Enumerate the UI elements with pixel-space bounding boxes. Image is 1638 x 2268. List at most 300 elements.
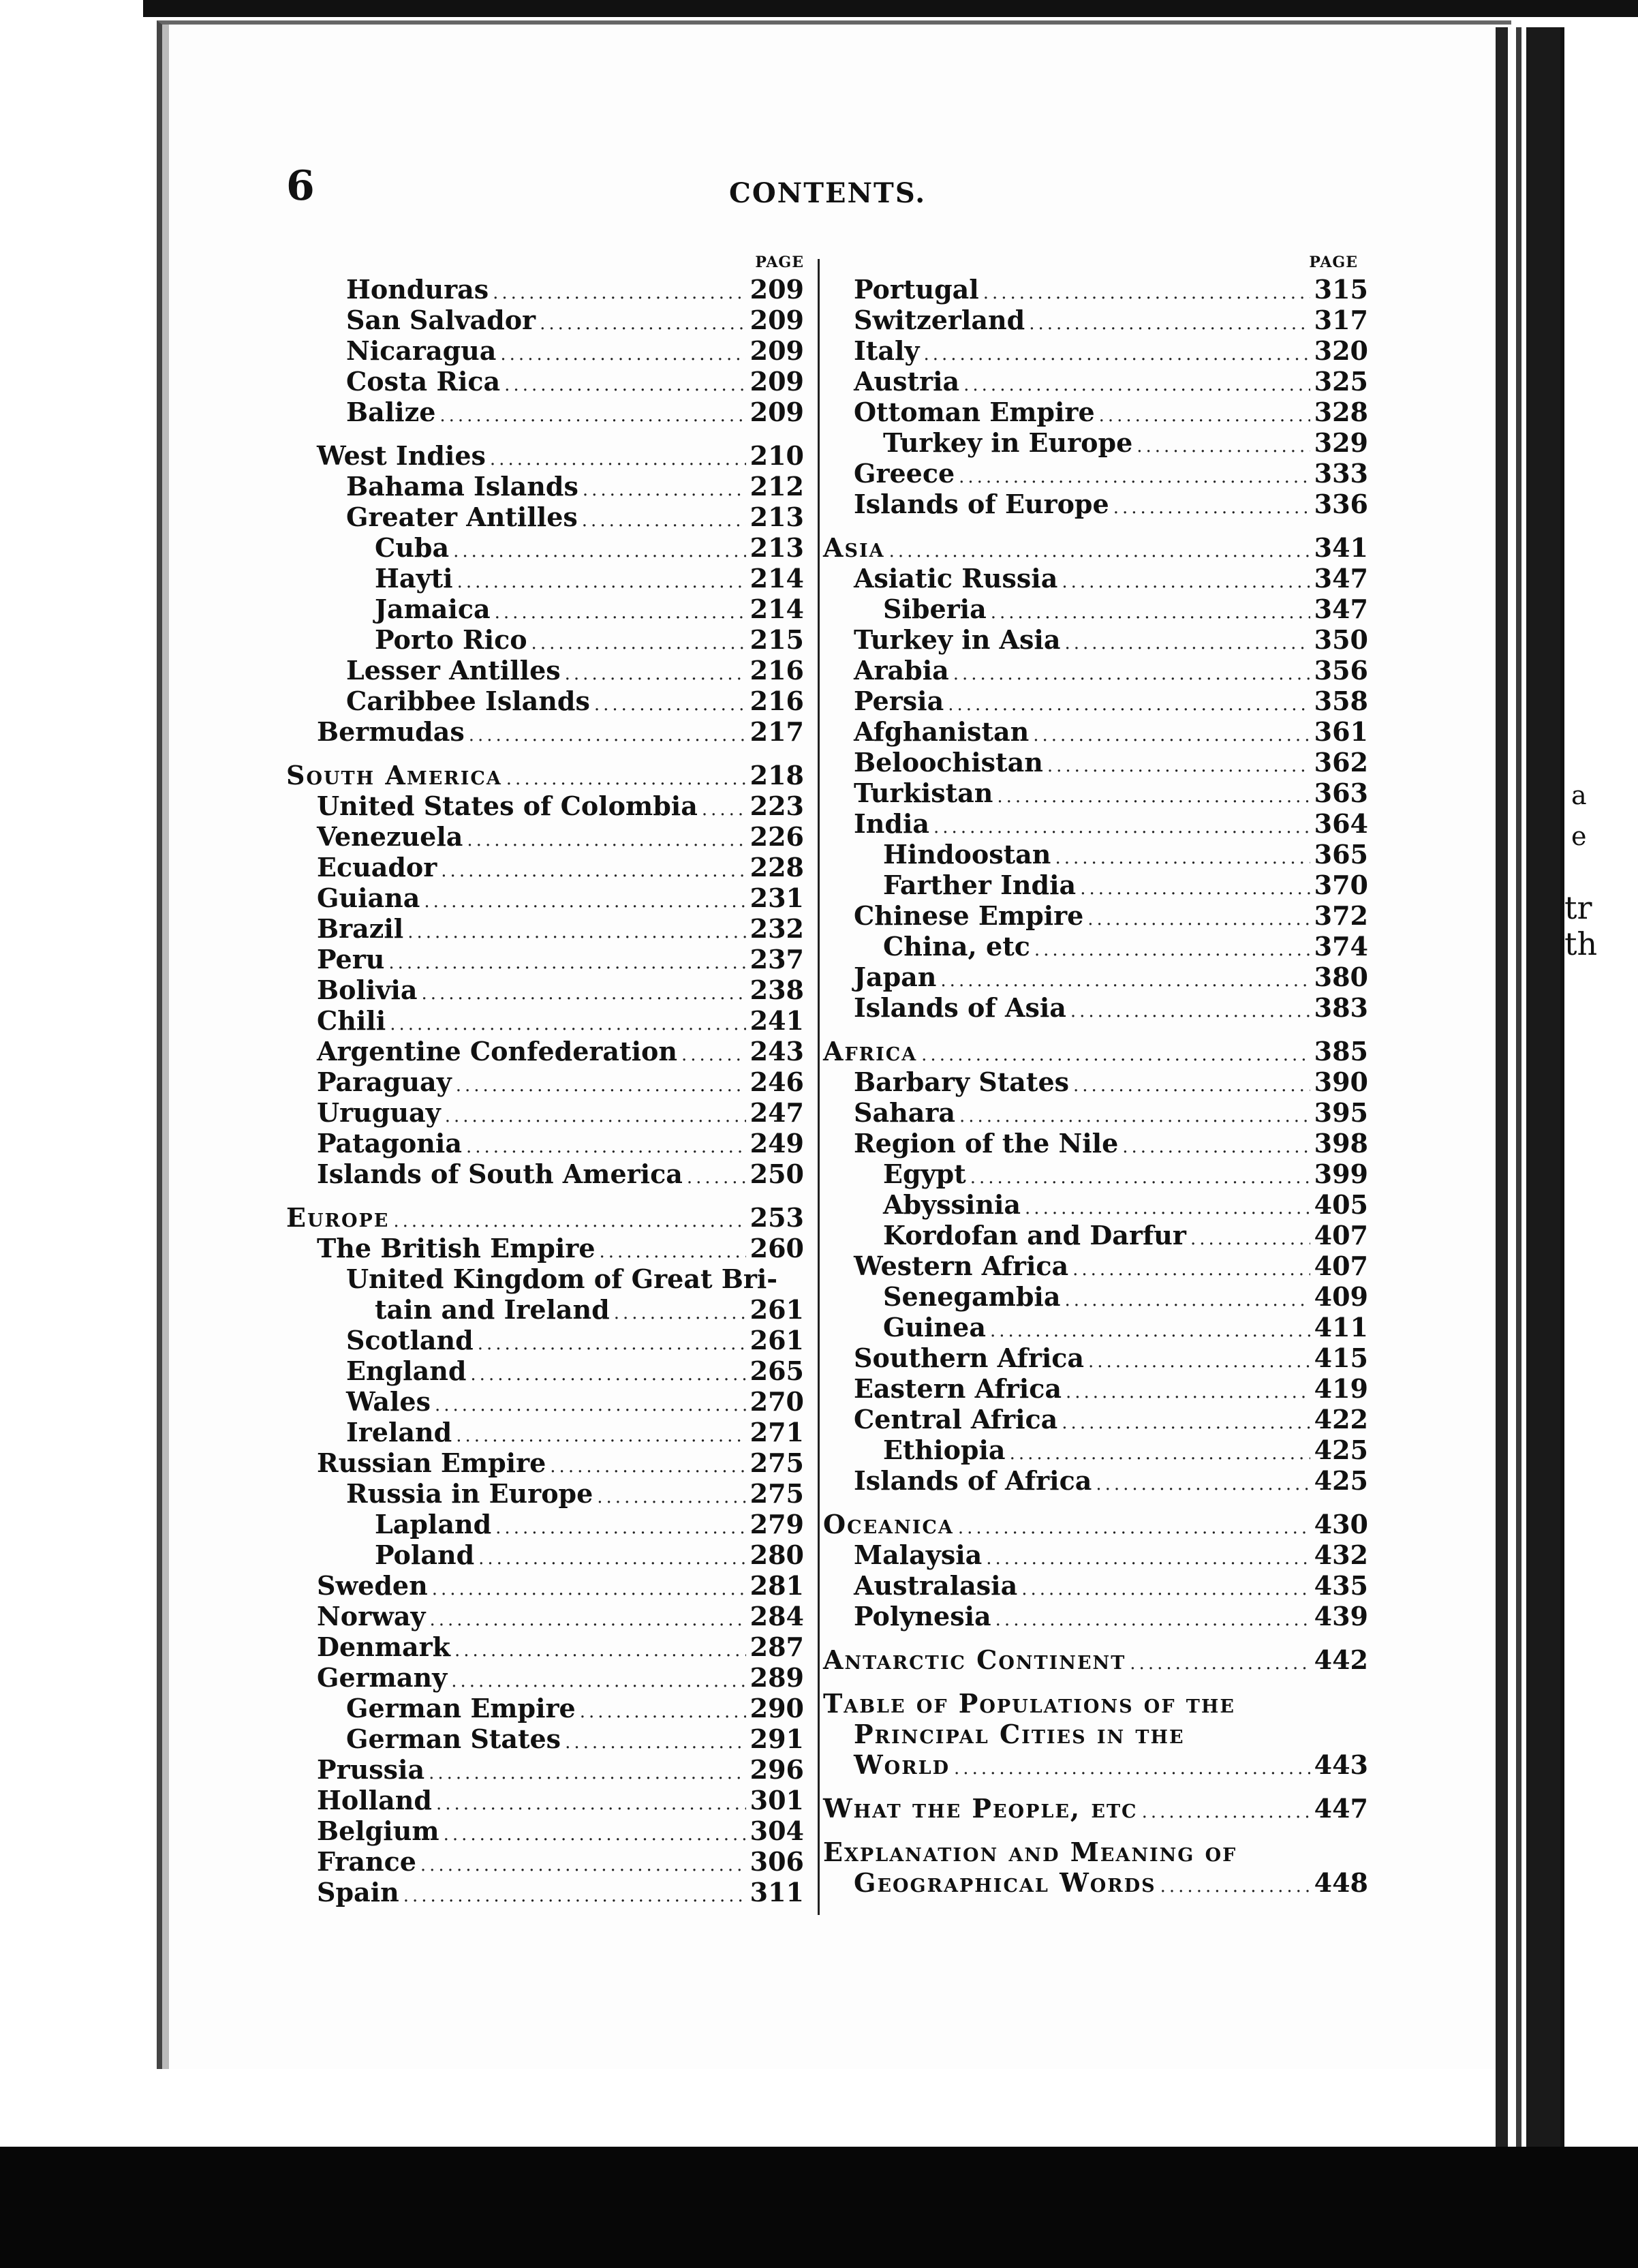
- toc-entry: [823, 397, 1368, 427]
- dot-leader: [388, 948, 745, 979]
- toc-entry: [286, 1815, 804, 1846]
- toc-entry: [286, 1662, 804, 1693]
- toc-entry-page: 261: [750, 1294, 804, 1325]
- toc-entry: [286, 716, 804, 747]
- toc-entry-page: 407: [1314, 1220, 1368, 1251]
- toc-entry-page: 228: [750, 852, 804, 883]
- toc-entry: [286, 1754, 804, 1785]
- toc-entry-page: 447: [1314, 1793, 1368, 1824]
- dot-leader: [1096, 1469, 1310, 1500]
- toc-entry-title: Portugal: [854, 274, 979, 305]
- toc-entry: [823, 1097, 1368, 1128]
- toc-entry-page: 215: [750, 624, 804, 655]
- dot-leader: [540, 309, 746, 339]
- dot-leader: [424, 887, 745, 917]
- toc-entry-title: Explanation and Meaning of: [823, 1837, 1237, 1867]
- toc-entry: [286, 563, 804, 594]
- toc-entry-page: 289: [750, 1662, 804, 1693]
- dot-leader: [495, 598, 746, 628]
- toc-entry-page: 265: [750, 1355, 804, 1386]
- dot-leader: [1080, 874, 1310, 904]
- dot-leader: [1021, 1574, 1310, 1605]
- toc-entry: [286, 502, 804, 532]
- toc-entry: [286, 1097, 804, 1128]
- dot-leader: [436, 1789, 746, 1820]
- toc-entry-page: 209: [750, 274, 804, 305]
- toc-entry: [286, 1785, 804, 1815]
- toc-entry-page: 328: [1314, 397, 1368, 427]
- toc-entry: [823, 1159, 1368, 1189]
- toc-entry-page: 315: [1314, 274, 1368, 305]
- toc-entry: [286, 1233, 804, 1263]
- toc-entry-title: Africa: [823, 1036, 918, 1067]
- toc-entry-page: 241: [750, 1005, 804, 1036]
- toc-entry-page: 209: [750, 305, 804, 335]
- toc-entry: [823, 900, 1368, 931]
- toc-entry-page: 365: [1314, 839, 1368, 870]
- dot-leader: [453, 536, 746, 567]
- toc-entry-page: 364: [1314, 808, 1368, 839]
- toc-entry-page: 372: [1314, 900, 1368, 931]
- toc-entry-title: Paraguay: [317, 1067, 452, 1097]
- toc-entry-title: Central Africa: [854, 1404, 1058, 1435]
- toc-entry: [823, 594, 1368, 624]
- toc-entry-page: 430: [1314, 1509, 1368, 1539]
- toc-entry-title: Antarctic Continent: [823, 1644, 1126, 1675]
- facing-page-fragment: tr: [1564, 889, 1592, 926]
- toc-entry: [286, 913, 804, 944]
- toc-entry: [823, 931, 1368, 962]
- toc-entry-page: 218: [750, 760, 804, 791]
- toc-entry-page: 250: [750, 1159, 804, 1189]
- toc-entry-page: 223: [750, 791, 804, 821]
- dot-leader: [1072, 1255, 1310, 1285]
- dot-leader: [1062, 567, 1310, 598]
- toc-entry-page: 358: [1314, 686, 1368, 716]
- dot-leader: [995, 1605, 1310, 1636]
- toc-entry-title: Guiana: [317, 883, 420, 913]
- toc-entry-title: Barbary States: [854, 1067, 1070, 1097]
- toc-entry-title: Oceanica: [823, 1509, 954, 1539]
- toc-entry-title: Bermudas: [317, 716, 465, 747]
- toc-entry-title: Porto Rico: [375, 624, 527, 655]
- toc-entry-page: 435: [1314, 1570, 1368, 1601]
- toc-entry-page: 232: [750, 913, 804, 944]
- toc-entry-page: 246: [750, 1067, 804, 1097]
- toc-entry-title: Belgium: [317, 1815, 439, 1846]
- toc-entry: [823, 1719, 1368, 1749]
- toc-entry-title: Islands of Asia: [854, 992, 1066, 1023]
- toc-entry: [823, 1644, 1368, 1675]
- dot-leader: [953, 659, 1310, 690]
- toc-entry: [823, 686, 1368, 716]
- toc-entry-title: Italy: [854, 335, 920, 366]
- toc-entry: [823, 1793, 1368, 1824]
- dot-leader: [1029, 309, 1310, 339]
- toc-entry: [286, 1509, 804, 1539]
- toc-entry-page: 425: [1314, 1465, 1368, 1496]
- dot-leader: [958, 1513, 1310, 1544]
- toc-entry-title: Bolivia: [317, 975, 418, 1005]
- toc-entry-title: Balize: [346, 397, 436, 427]
- toc-entry-title: Cuba: [375, 532, 450, 563]
- toc-entry-page: 237: [750, 944, 804, 975]
- toc-entry: [286, 975, 804, 1005]
- toc-entry: [823, 1220, 1368, 1251]
- toc-entry-page: 325: [1314, 366, 1368, 397]
- toc-entry-title: German States: [346, 1723, 561, 1754]
- dot-leader: [1190, 1224, 1310, 1255]
- dot-leader: [1113, 493, 1310, 523]
- toc-entry-page: 419: [1314, 1373, 1368, 1404]
- toc-entry-page: 395: [1314, 1097, 1368, 1128]
- dot-leader: [1073, 1071, 1310, 1101]
- toc-entry: [823, 1465, 1368, 1496]
- toc-entry-title: Ireland: [346, 1417, 452, 1447]
- toc-entry: [823, 1404, 1368, 1435]
- toc-entry-title: Islands of Africa: [854, 1465, 1092, 1496]
- page-header: [286, 162, 1349, 217]
- toc-entry: [286, 1601, 804, 1631]
- toc-entry-page: 271: [750, 1417, 804, 1447]
- toc-entry-title: San Salvador: [346, 305, 536, 335]
- toc-entry: [823, 1688, 1368, 1719]
- toc-entry: [823, 1036, 1368, 1067]
- toc-entry-page: 329: [1314, 427, 1368, 458]
- toc-entry: [823, 839, 1368, 870]
- toc-entry-page: 284: [750, 1601, 804, 1631]
- toc-entry-title: Chili: [317, 1005, 386, 1036]
- toc-entry: [286, 1159, 804, 1189]
- dot-leader: [469, 720, 746, 751]
- toc-entry-page: 281: [750, 1570, 804, 1601]
- toc-entry-page: 306: [750, 1846, 804, 1877]
- toc-entry-page: 217: [750, 716, 804, 747]
- toc-entry-page: 260: [750, 1233, 804, 1263]
- dot-leader: [681, 1040, 746, 1071]
- toc-entry-page: 347: [1314, 563, 1368, 594]
- toc-entry-title: Egypt: [883, 1159, 966, 1189]
- toc-entry: [823, 1343, 1368, 1373]
- toc-entry: [823, 366, 1368, 397]
- toc-entry-page: 383: [1314, 992, 1368, 1023]
- toc-entry-title: Arabia: [854, 655, 949, 686]
- toc-entry-page: 362: [1314, 747, 1368, 778]
- dot-leader: [1047, 751, 1310, 782]
- toc-entry-page: 209: [750, 397, 804, 427]
- dot-leader: [565, 1728, 746, 1758]
- toc-entry: [286, 1693, 804, 1723]
- toc-entry-title: Senegambia: [883, 1281, 1061, 1312]
- toc-entry-title: Wales: [346, 1386, 431, 1417]
- toc-entry: [286, 1355, 804, 1386]
- toc-entry-page: 407: [1314, 1251, 1368, 1281]
- toc-entry-title: France: [317, 1846, 416, 1877]
- toc-entry-page: 214: [750, 563, 804, 594]
- toc-entry: [286, 594, 804, 624]
- toc-entry-page: 213: [750, 502, 804, 532]
- dot-leader: [983, 278, 1310, 309]
- toc-entry-page: 247: [750, 1097, 804, 1128]
- dot-leader: [614, 1298, 746, 1329]
- toc-entry: [286, 1478, 804, 1509]
- entries-right: [823, 274, 1368, 1898]
- toc-entry-title: Table of Populations of the: [823, 1688, 1235, 1719]
- facing-page: [1560, 27, 1638, 2147]
- toc-entry: [823, 1189, 1368, 1220]
- toc-entry-page: 356: [1314, 655, 1368, 686]
- toc-entry-page: 213: [750, 532, 804, 563]
- toc-entry: [823, 655, 1368, 686]
- toc-entry: [823, 1837, 1368, 1867]
- dot-leader: [478, 1544, 746, 1574]
- toc-entry-page: 385: [1314, 1036, 1368, 1067]
- toc-entry-page: 216: [750, 655, 804, 686]
- toc-entry-title: Europe: [286, 1202, 390, 1233]
- toc-entry-title: Farther India: [883, 870, 1077, 900]
- toc-entry-page: 409: [1314, 1281, 1368, 1312]
- toc-entry: [286, 1067, 804, 1097]
- dot-leader: [986, 1544, 1310, 1574]
- dot-leader: [430, 1605, 746, 1636]
- toc-entry: [286, 1294, 804, 1325]
- dot-leader: [1088, 1347, 1310, 1377]
- toc-entry: [286, 1325, 804, 1355]
- dot-leader: [583, 475, 746, 506]
- toc-entry: [823, 1570, 1368, 1601]
- toc-entry-page: 212: [750, 471, 804, 502]
- toc-entry: [823, 1128, 1368, 1159]
- toc-entry-title: Polynesia: [854, 1601, 991, 1631]
- toc-entry-title: Honduras: [346, 274, 489, 305]
- toc-entry-title: Greece: [854, 458, 955, 489]
- toc-entry-page: 350: [1314, 624, 1368, 655]
- dot-leader: [445, 1101, 746, 1132]
- toc-entry-page: 291: [750, 1723, 804, 1754]
- toc-entry-title: Islands of South America: [317, 1159, 683, 1189]
- dot-leader: [495, 1513, 746, 1544]
- dot-leader: [565, 659, 746, 690]
- entries-left: [286, 274, 804, 1907]
- dot-leader: [1087, 904, 1310, 935]
- toc-entry: [286, 760, 804, 791]
- toc-entry-title: Chinese Empire: [854, 900, 1084, 931]
- toc-entry-title: Holland: [317, 1785, 432, 1815]
- toc-entry-page: 405: [1314, 1189, 1368, 1220]
- toc-entry: [286, 1263, 804, 1294]
- toc-entry-page: 361: [1314, 716, 1368, 747]
- toc-entry: [286, 821, 804, 852]
- toc-entry-page: 363: [1314, 778, 1368, 808]
- toc-entry: [823, 1067, 1368, 1097]
- toc-entry-title: Uruguay: [317, 1097, 441, 1128]
- toc-entry: [286, 852, 804, 883]
- toc-entry: [286, 1539, 804, 1570]
- toc-entry-page: 209: [750, 366, 804, 397]
- toc-entry-title: Beloochistan: [854, 747, 1043, 778]
- toc-entry-title: Lapland: [375, 1509, 492, 1539]
- toc-entry: [823, 1251, 1368, 1281]
- toc-entry: [286, 1846, 804, 1877]
- toc-entry: [286, 1386, 804, 1417]
- toc-entry-page: 304: [750, 1815, 804, 1846]
- toc-entry-title: Islands of Europe: [854, 489, 1109, 519]
- toc-entry-title: Eastern Africa: [854, 1373, 1062, 1404]
- toc-entry: [286, 471, 804, 502]
- dot-leader: [403, 1881, 746, 1912]
- toc-entry-title: World: [854, 1749, 951, 1780]
- toc-entry-page: 439: [1314, 1601, 1368, 1631]
- toc-entry-title: Principal Cities in the: [854, 1719, 1185, 1749]
- toc-entry-title: Poland: [375, 1539, 475, 1570]
- toc-entry: [286, 1036, 804, 1067]
- toc-entry-title: Japan: [854, 962, 937, 992]
- facing-page-fragment: a: [1571, 780, 1587, 810]
- page-column-label: PAGE: [755, 254, 804, 271]
- toc-entry: [823, 1373, 1368, 1404]
- dot-leader: [420, 1850, 746, 1881]
- toc-entry-title: Abyssinia: [883, 1189, 1021, 1220]
- toc-entry-title: Geographical Words: [854, 1867, 1156, 1898]
- toc-entry-title: India: [854, 808, 930, 839]
- toc-entry-page: 275: [750, 1478, 804, 1509]
- toc-entry-title: Southern Africa: [854, 1343, 1085, 1373]
- dot-leader: [441, 856, 745, 887]
- toc-entry-title: Ecuador: [317, 852, 437, 883]
- toc-entry-title: Kordofan and Darfur: [883, 1220, 1186, 1251]
- toc-entry-title: Prussia: [317, 1754, 425, 1785]
- dot-leader: [1122, 1132, 1310, 1163]
- dot-leader: [500, 339, 745, 370]
- toc-entry: [823, 624, 1368, 655]
- toc-entry-title: German Empire: [346, 1693, 576, 1723]
- toc-entry-page: 249: [750, 1128, 804, 1159]
- toc-entry: [286, 274, 804, 305]
- toc-entry-page: 320: [1314, 335, 1368, 366]
- toc-entry-title: United Kingdom of Great Bri-: [346, 1263, 778, 1294]
- toc-entry-page: 374: [1314, 931, 1368, 962]
- dot-leader: [1034, 935, 1310, 966]
- toc-entry: [286, 624, 804, 655]
- toc-entry: [823, 427, 1368, 458]
- toc-entry: [286, 1005, 804, 1036]
- toc-entry-title: Costa Rica: [346, 366, 501, 397]
- toc-entry-page: 411: [1314, 1312, 1368, 1343]
- dot-leader: [1142, 1797, 1310, 1828]
- dot-leader: [687, 1163, 746, 1193]
- toc-entry: [286, 1570, 804, 1601]
- toc-entry-title: Nicaragua: [346, 335, 497, 366]
- dot-leader: [597, 1482, 745, 1513]
- toc-entry: [823, 962, 1368, 992]
- toc-entry-page: 210: [750, 440, 804, 471]
- toc-entry: [286, 1723, 804, 1754]
- toc-entry: [823, 274, 1368, 305]
- facing-page-fragment: e: [1571, 821, 1587, 851]
- dot-leader: [457, 567, 746, 598]
- dot-leader: [429, 1758, 746, 1789]
- dot-leader: [594, 690, 746, 720]
- toc-entry-title: Western Africa: [854, 1251, 1069, 1281]
- toc-entry-title: Hindoostan: [883, 839, 1051, 870]
- toc-entry: [823, 808, 1368, 839]
- toc-entry-title: Scotland: [346, 1325, 474, 1355]
- page-column-label: PAGE: [1309, 254, 1358, 271]
- toc-entry-title: Region of the Nile: [854, 1128, 1119, 1159]
- scan-border-bottom: [0, 2147, 1638, 2268]
- toc-entry-title: Caribbee Islands: [346, 686, 590, 716]
- dot-leader: [1064, 1285, 1310, 1316]
- toc-entry: [823, 1435, 1368, 1465]
- toc-entry-title: Venezuela: [317, 821, 463, 852]
- dot-leader: [1130, 1649, 1310, 1679]
- toc-entry-title: Argentine Confederation: [317, 1036, 677, 1067]
- toc-entry: [823, 1281, 1368, 1312]
- toc-entry: [286, 944, 804, 975]
- dot-leader: [1066, 1377, 1310, 1408]
- dot-leader: [1137, 431, 1310, 462]
- toc-entry: [823, 458, 1368, 489]
- toc-entry-page: 231: [750, 883, 804, 913]
- toc-entry-page: 287: [750, 1631, 804, 1662]
- toc-entry-page: 243: [750, 1036, 804, 1067]
- toc-entry-title: Lesser Antilles: [346, 655, 561, 686]
- toc-entry-title: Russian Empire: [317, 1447, 546, 1478]
- dot-leader: [954, 1753, 1310, 1784]
- column-divider: [818, 259, 820, 1915]
- toc-entry: [823, 747, 1368, 778]
- dot-leader: [923, 339, 1310, 370]
- dot-leader: [467, 825, 745, 856]
- toc-entry-page: 275: [750, 1447, 804, 1478]
- toc-entry-page: 341: [1314, 532, 1368, 563]
- toc-entry-page: 311: [750, 1877, 804, 1907]
- toc-entry-title: tain and Ireland: [375, 1294, 610, 1325]
- toc-entry-title: Guinea: [883, 1312, 986, 1343]
- toc-entry: [823, 778, 1368, 808]
- toc-entry-title: United States of Colombia: [317, 791, 698, 821]
- toc-entry-title: Turkey in Asia: [854, 624, 1061, 655]
- toc-entry-title: Norway: [317, 1601, 426, 1631]
- toc-entry-page: 279: [750, 1509, 804, 1539]
- toc-entry-page: 301: [750, 1785, 804, 1815]
- toc-entry-page: 399: [1314, 1159, 1368, 1189]
- toc-entry: [823, 1509, 1368, 1539]
- toc-entry-title: Austria: [854, 366, 960, 397]
- toc-entry-page: 253: [750, 1202, 804, 1233]
- toc-entry-title: Sweden: [317, 1570, 428, 1601]
- toc-entry-title: Australasia: [854, 1570, 1018, 1601]
- toc-entry-title: Siberia: [883, 594, 987, 624]
- toc-entry-title: Greater Antilles: [346, 502, 578, 532]
- dot-leader: [456, 1071, 746, 1101]
- toc-entry: [286, 366, 804, 397]
- toc-entry: [286, 686, 804, 716]
- dot-leader: [454, 1636, 746, 1666]
- toc-entry: [286, 397, 804, 427]
- toc-entry-title: Persia: [854, 686, 944, 716]
- toc-entry-page: 270: [750, 1386, 804, 1417]
- toc-entry: [286, 440, 804, 471]
- toc-entry: [823, 992, 1368, 1023]
- dot-leader: [470, 1360, 745, 1390]
- toc-entry-title: Afghanistan: [854, 716, 1030, 747]
- dot-leader: [504, 370, 746, 401]
- dot-leader: [997, 782, 1310, 812]
- toc-entry-page: 415: [1314, 1343, 1368, 1373]
- toc-entry-title: What the People, etc: [823, 1793, 1138, 1824]
- toc-entry: [823, 870, 1368, 900]
